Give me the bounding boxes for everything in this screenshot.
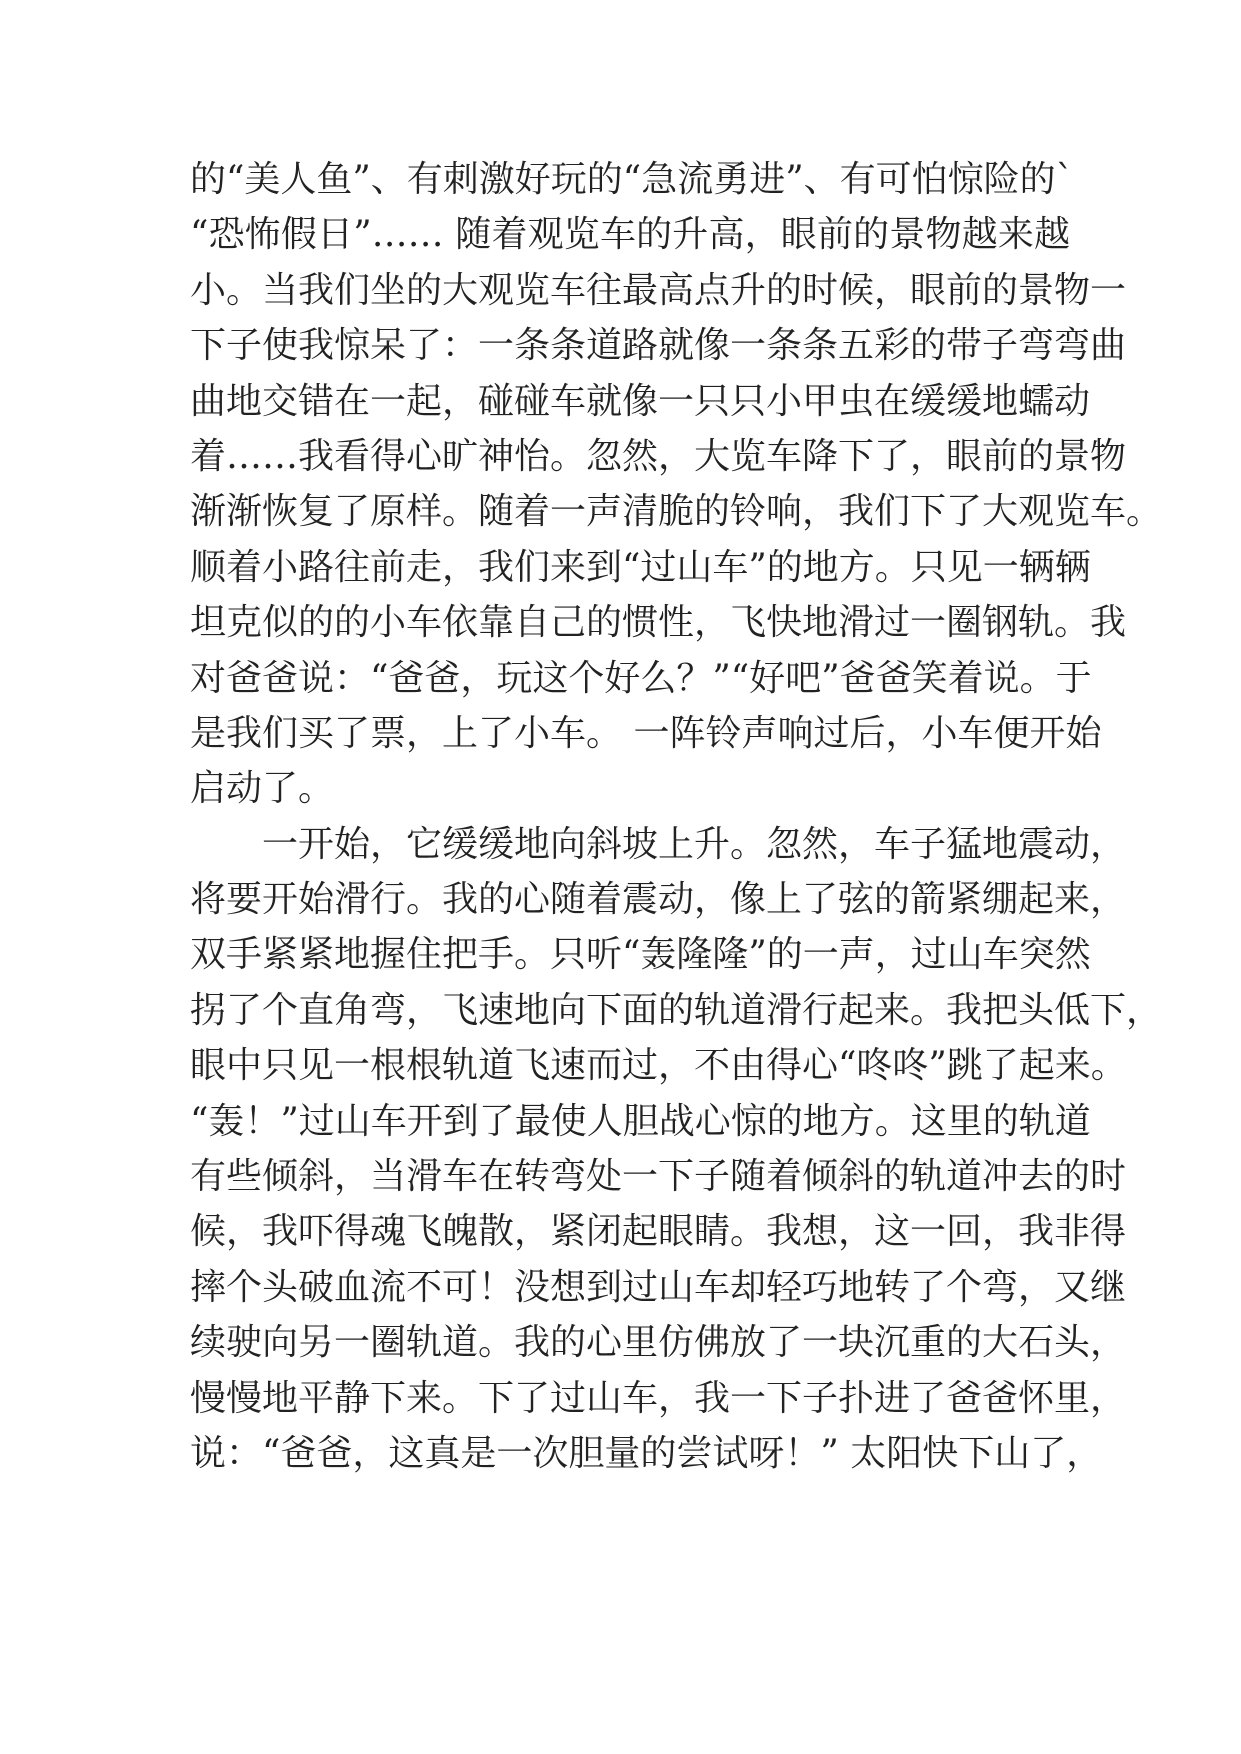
text-line: 小。当我们坐的大观览车往最高点升的时候，眼前的景物一 (190, 269, 1127, 311)
text-line: 着……我看得心旷神怡。忽然，大览车降下了，眼前的景物 (190, 435, 1127, 477)
text-line: 说：“爸爸，这真是一次胆量的尝试呀！” 太阳快下山了， (190, 1432, 1103, 1474)
text-line: 摔个头破血流不可！没想到过山车却轻巧地转了个弯，又继 (190, 1266, 1127, 1308)
body-text (190, 152, 1163, 1481)
text-line: 对爸爸说：“爸爸，玩这个好么？”“好吧”爸爸笑着说。于 (190, 657, 1092, 699)
text-line: 续驶向另一圈轨道。我的心里仿佛放了一块沉重的大石头， (190, 1322, 1127, 1364)
paragraph-start-line: 一开始，它缓缓地向斜坡上升。忽然，车子猛地震动， (262, 823, 1127, 865)
text-line: 坦克似的的小车依靠自己的惯性，飞快地滑过一圈钢轨。我 (190, 602, 1127, 644)
text-line: 下子使我惊呆了：一条条道路就像一条条五彩的带子弯弯曲 (190, 325, 1127, 367)
text-line: 将要开始滑行。我的心随着震动，像上了弦的箭紧绷起来， (190, 879, 1127, 921)
text-line: 候，我吓得魂飞魄散，紧闭起眼睛。我想，这一回，我非得 (190, 1211, 1127, 1253)
text-line: “轰！”过山车开到了最使人胆战心惊的地方。这里的轨道 (190, 1100, 1091, 1142)
text-line: 有些倾斜，当滑车在转弯处一下子随着倾斜的轨道冲去的时 (190, 1156, 1127, 1198)
text-line: 顺着小路往前走，我们来到“过山车”的地方。只见一辆辆 (190, 546, 1091, 588)
text-line: 的“美人鱼”、有刺激好玩的“急流勇进”、有可怕惊险的` (190, 159, 1074, 200)
text-line: 曲地交错在一起，碰碰车就像一只只小甲虫在缓缓地蠕动 (190, 380, 1091, 422)
text-line: 拐了个直角弯，飞速地向下面的轨道滑行起来。我把头低下， (190, 989, 1163, 1031)
text-line: 是我们买了票，上了小车。 一阵铃声响过后，小车便开始 (190, 712, 1102, 754)
text-line: 双手紧紧地握住把手。只听“轰隆隆”的一声，过山车突然 (190, 934, 1091, 976)
text-line: 启动了。 (190, 768, 335, 810)
text-line: 慢慢地平静下来。下了过山车，我一下子扑进了爸爸怀里， (190, 1377, 1127, 1419)
text-line: “恐怖假日”…… 随着观览车的升高，眼前的景物越来越 (190, 214, 1070, 256)
text-line: 眼中只见一根根轨道飞速而过，不由得心“咚咚”跳了起来。 (190, 1045, 1127, 1087)
text-line: 渐渐恢复了原样。随着一声清脆的铃响，我们下了大观览车。 (190, 491, 1163, 533)
